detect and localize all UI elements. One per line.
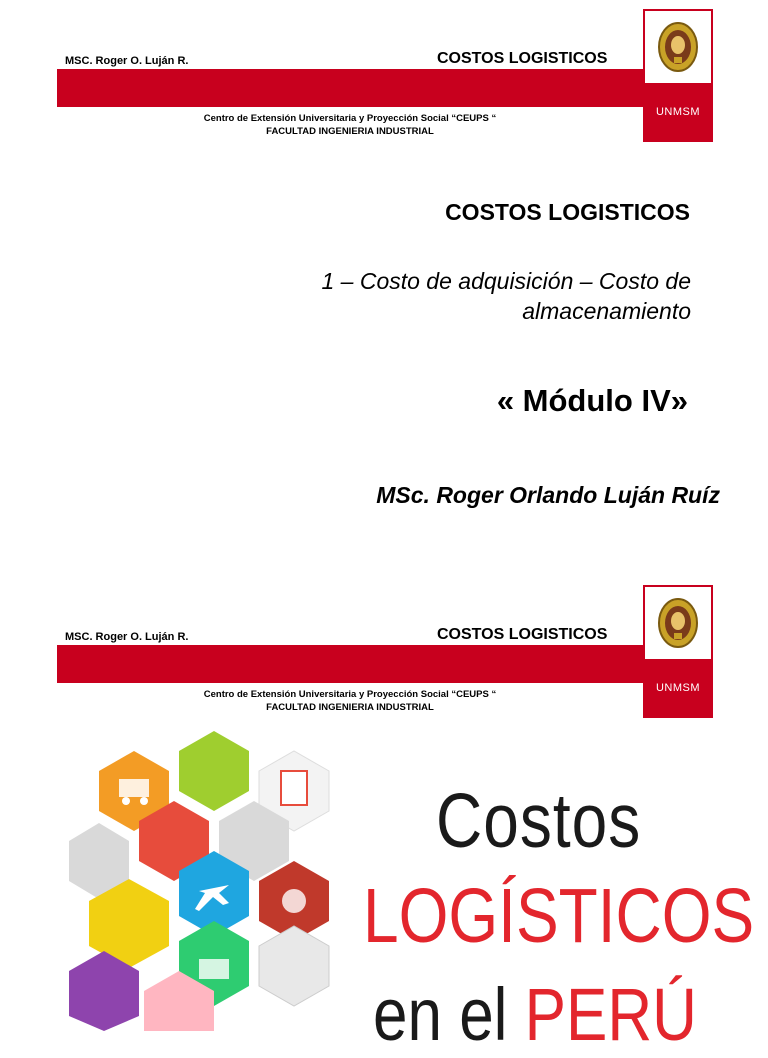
slide-title: COSTOS LOGISTICOS	[445, 199, 690, 225]
header-red-bar	[57, 69, 643, 107]
slide-subtitle: 1 – Costo de adquisición – Costo de almacenamiento	[321, 268, 691, 324]
banner-word-en-el: en el	[373, 974, 525, 1057]
slide-2	[0, 576, 768, 1057]
university-seal-icon	[645, 587, 711, 659]
header-center-text	[120, 112, 580, 138]
center-line-1: Centro de Extensión Universitaria y Proyección Social “CEUPS “	[203, 689, 497, 700]
hexagon-icons-illustration	[69, 731, 359, 1031]
header-author: MSC. Roger O. Luján R.	[65, 631, 189, 643]
banner-word-peru: PERÚ	[524, 974, 697, 1057]
banner-word-logisticos: LOGÍSTICOS	[363, 872, 755, 959]
logo-label: UNMSM	[655, 682, 701, 694]
logistics-banner-image	[69, 731, 755, 1057]
author-name: MSc. Roger Orlando Luján Ruíz	[376, 482, 720, 508]
banner-line-en-el-peru	[373, 973, 697, 1058]
university-logo-box	[643, 9, 713, 142]
header-author: MSC. Roger O. Luján R.	[65, 55, 189, 67]
header-center-text	[120, 688, 580, 714]
module-label: « Módulo IV»	[496, 383, 688, 418]
center-line-1: Centro de Extensión Universitaria y Proyección Social “CEUPS “	[203, 113, 497, 124]
header-red-bar	[57, 645, 643, 683]
header-course-title: COSTOS LOGISTICOS	[437, 626, 608, 643]
banner-word-costos: Costos	[436, 777, 642, 864]
logo-label: UNMSM	[655, 106, 701, 118]
university-logo-box	[643, 585, 713, 718]
center-line-2: FACULTAD INGENIERIA INDUSTRIAL	[266, 126, 434, 137]
center-line-2: FACULTAD INGENIERIA INDUSTRIAL	[266, 702, 434, 713]
university-seal-icon	[645, 11, 711, 83]
header-course-title: COSTOS LOGISTICOS	[437, 50, 608, 67]
